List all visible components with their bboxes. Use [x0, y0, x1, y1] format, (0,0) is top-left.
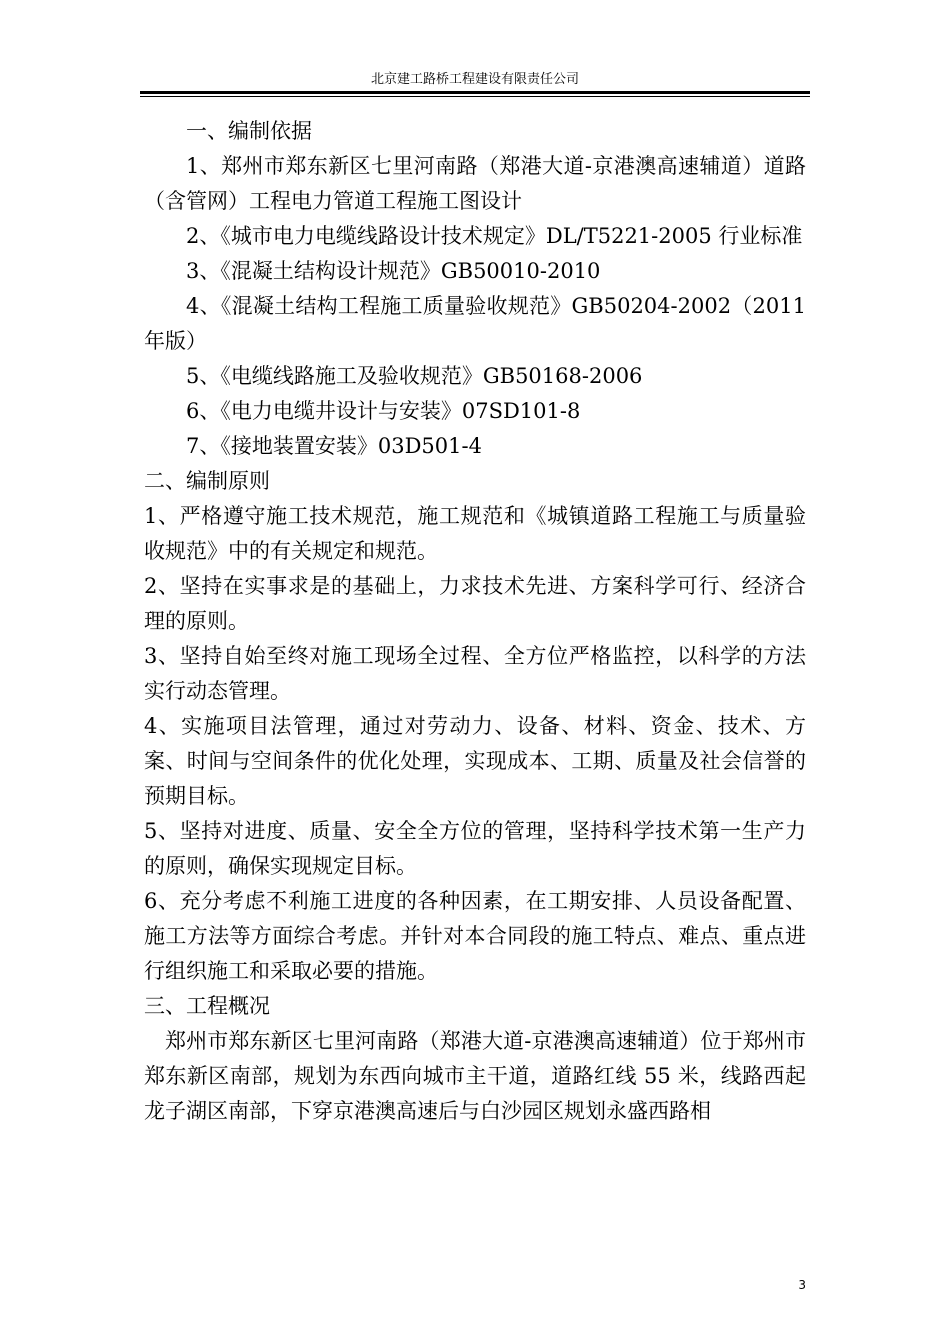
- basis-item: 2、《城市电力电缆线路设计技术规定》DL/T5221-2005 行业标准: [186, 224, 803, 248]
- section-title-basis: 一、编制依据: [186, 119, 312, 143]
- page-number: 3: [798, 1278, 806, 1292]
- principle-item: 6、充分考虑不利施工进度的各种因素，在工期安排、人员设备配置、施工方法等方面综合考虑。并针对本合同段的施工特点、难点、重点进行组织施工和采取必要的措施。: [144, 889, 806, 983]
- basis-item: 6、《电力电缆井设计与安装》07SD101-8: [186, 399, 581, 423]
- header-rule-thin: [140, 96, 810, 97]
- principle-item: 1、严格遵守施工技术规范，施工规范和《城镇道路工程施工与质量验收规范》中的有关规定和规范。: [144, 504, 806, 563]
- header-rule-thick: [140, 91, 810, 94]
- basis-item: 3、《混凝土结构设计规范》GB50010-2010: [186, 259, 601, 283]
- principle-item: 2、坚持在实事求是的基础上，力求技术先进、方案科学可行、经济合理的原则。: [144, 574, 806, 633]
- basis-item: 7、《接地装置安装》03D501-4: [186, 434, 482, 458]
- principle-item: 3、坚持自始至终对施工现场全过程、全方位严格监控，以科学的方法实行动态管理。: [144, 644, 806, 703]
- document-body: [144, 114, 806, 1129]
- basis-item: 1、郑州市郑东新区七里河南路（郑港大道-京港澳高速辅道）道路（含管网）工程电力管道工程施工图设计: [144, 154, 806, 213]
- principle-item: 5、坚持对进度、质量、安全全方位的管理，坚持科学技术第一生产力的原则，确保实现规定目标。: [144, 819, 806, 878]
- section-title-overview: 三、工程概况: [144, 994, 270, 1018]
- section-title-principles: 二、编制原则: [144, 469, 270, 493]
- page-header: 北京建工路桥工程建设有限责任公司: [370, 72, 579, 87]
- basis-item: 5、《电缆线路施工及验收规范》GB50168-2006: [186, 364, 643, 388]
- principle-item: 4、实施项目法管理，通过对劳动力、设备、材料、资金、技术、方案、时间与空间条件的优化处理，实现成本、工期、质量及社会信誉的预期目标。: [144, 714, 806, 808]
- overview-paragraph: 郑州市郑东新区七里河南路（郑港大道-京港澳高速辅道）位于郑州市郑东新区南部，规划为东西向城市主干道，道路红线 55 米，线路西起龙子湖区南部，下穿京港澳高速后与白沙园区规划永盛西路相: [144, 1029, 806, 1123]
- basis-item: 4、《混凝土结构工程施工质量验收规范》GB50204-2002（2011年版）: [144, 294, 806, 353]
